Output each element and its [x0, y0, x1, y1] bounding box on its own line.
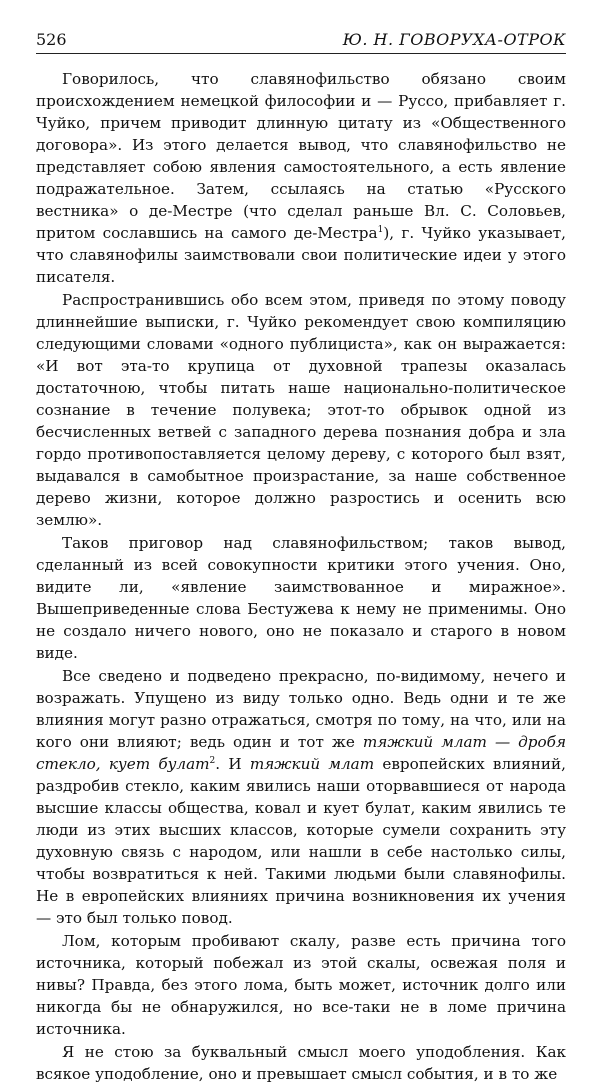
paragraph-text: Распространившись обо всем этом, приведя по этому поводу длиннейшие выписки, г. Чуйко рекомендует свою компиляцию следующими словами «одного публициста», как он выражается: «И вот эта-то крупица от духовной трапезы оказалась достаточною, чтобы питать наше национально-политическое сознание в течение полувека; этот-то обрывок одной из бесчисленных ветвей с западного дерева познания добра и зла гордо противопоставляется целому дереву, с которого был взят, выдавался в самобытное произрастание, за наше собственное дерево жизни, которое должно разростись и осенить всю землю». [36, 291, 566, 529]
paragraph [36, 532, 566, 664]
footnote-mark[interactable]: 2 [209, 755, 216, 766]
page-body [36, 68, 566, 1085]
footnote-mark[interactable]: 1 [377, 224, 384, 235]
paragraph [36, 1041, 566, 1085]
paragraph-text: Говорилось, что славянофильство обязано своим происхождением немецкой философии и — Руссо, прибавляет г. Чуйко, причем приводит длинную цитату из «Общественного договора». Из этого делается вывод, что славянофильство не представляет собою явления самостоятельного, а есть явление подражательное. Затем, ссылаясь на статью «Русского вестника» о де-Местре (что сделал раньше Вл. С. Соловьев, притом сославшись на самого де-Местра [36, 70, 566, 242]
paragraph-text: ), г. Чуйко указывает, что славянофилы заимствовали свои политические идеи у этого писателя. [36, 224, 566, 286]
italic-quote: тяжкий млат — дробя стекло, кует булат [36, 733, 566, 773]
paragraph-text: европейских влияний, раздробив стекло, каким явились наши оторвавшиеся от народа высшие классы общества, ковал и кует булат, каким явились те люди из этих высших классов, которые сумели сохранить эту духовную связь с народом, или нашли в себе настолько силы, чтобы возвратиться к ней. Такими людьми были славянофилы. Не в европейских влияниях причина возникновения их учения — это был только повод. [36, 755, 566, 927]
paragraph [36, 68, 566, 288]
paragraph-text: Лом, которым пробивают скалу, разве есть причина того источника, который побежал из этой скалы, освежая поля и нивы? Правда, без этого лома, быть может, источник долго или никогда бы не обнаружился, но все-таки не в ломе причина источника. [36, 932, 566, 1038]
page-number: 526 [36, 30, 67, 49]
paragraph [36, 930, 566, 1040]
paragraph-text: Все сведено и подведено прекрасно, по-видимому, нечего и возражать. Упущено из виду только одно. Ведь одни и те же влияния могут разно отражаться, смотря по тому, на что, или на кого они влияют; ведь один и тот же [36, 667, 566, 751]
paragraph-text: Таков приговор над славянофильством; таков вывод, сделанный из всей совокупности критики этого учения. Оно, видите ли, «явление заимствованное и миражное». Вышеприведенные слова Бестужева к нему не применимы. Оно не создало ничего нового, оно не показало и старого в новом виде. [36, 534, 566, 662]
paragraph-text: Я не стою за буквальный смысл моего уподобления. Как всякое уподобление, оно и превышает смысл события, и в то же [36, 1043, 566, 1083]
italic-phrase: тяжкий млат [249, 755, 375, 773]
book-page [36, 30, 566, 1085]
paragraph-text: . И [215, 755, 250, 773]
running-title: Ю. Н. ГОВОРУХА-ОТРОК [342, 30, 566, 49]
paragraph [36, 289, 566, 531]
page-header [36, 30, 566, 54]
paragraph [36, 665, 566, 929]
